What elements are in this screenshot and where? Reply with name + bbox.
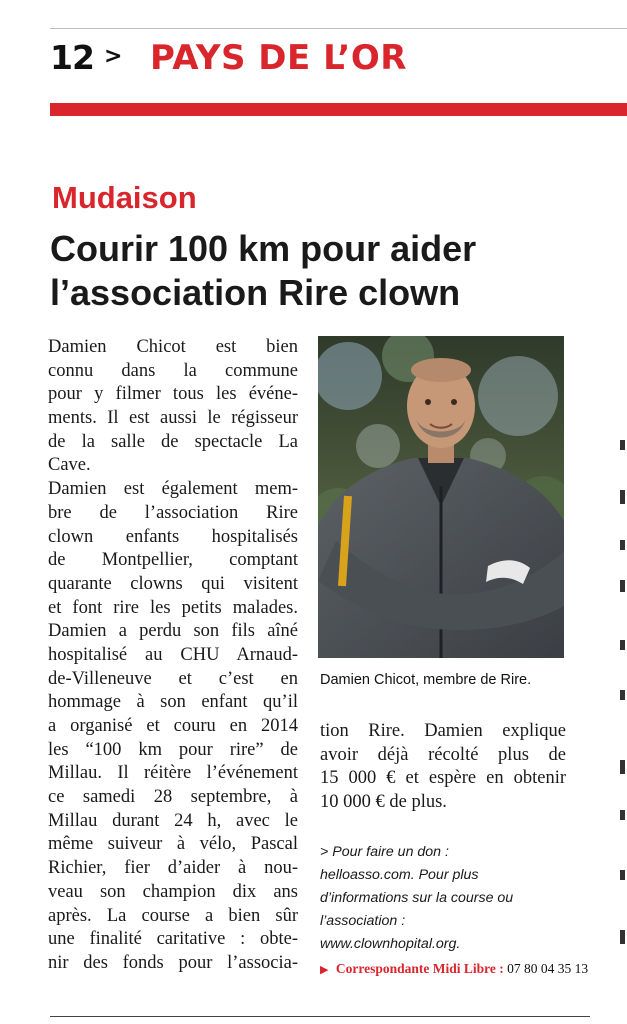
correspondent-credit bbox=[320, 961, 588, 977]
correspondent-label: Correspondante Midi Libre : bbox=[335, 961, 504, 976]
portrait-photo-illustration bbox=[318, 336, 564, 658]
body-line: pour y filmer tous les événe- bbox=[48, 384, 298, 405]
body-line: Cave. bbox=[48, 455, 91, 476]
body-line: de-Villeneuve et c’est en bbox=[48, 668, 298, 689]
section-title: PAYS DE L’OR bbox=[150, 38, 407, 78]
body-line: 15 000 € et espère en obtenir bbox=[320, 768, 566, 789]
body-line: bre de l’association Rire bbox=[48, 502, 298, 523]
body-line: Damien Chicot est bien bbox=[48, 337, 298, 357]
page-chevron: > bbox=[104, 44, 123, 69]
page-number: 12 bbox=[50, 38, 94, 77]
body-line: avoir déjà récolté plus de bbox=[320, 744, 566, 765]
header-top-rule bbox=[50, 28, 627, 29]
article-photo bbox=[318, 336, 564, 658]
body-line: Richier, fier d’aider à nou- bbox=[48, 858, 298, 879]
body-line: veau son champion dix ans bbox=[48, 881, 298, 902]
body-line: et font rire les petits malades. bbox=[48, 597, 298, 618]
body-line: même suiveur à vélo, Pascal bbox=[48, 834, 298, 855]
section-red-band bbox=[50, 103, 627, 116]
body-line: Millau durant 24 h, avec le bbox=[48, 810, 298, 831]
info-line: www.clownhopital.org. bbox=[320, 936, 461, 952]
body-line: les “100 km pour rire” de bbox=[48, 739, 298, 760]
info-line: helloasso.com. Pour plus bbox=[320, 867, 479, 883]
info-line: l’association : bbox=[320, 913, 406, 929]
adjacent-page-edge bbox=[620, 430, 627, 990]
photo-caption: Damien Chicot, membre de Rire. bbox=[320, 672, 532, 688]
body-line: de Montpellier, comptant bbox=[48, 550, 298, 571]
body-line: Millau. Il réitère l’événement bbox=[48, 763, 298, 784]
body-line: une finalité caritative : obte- bbox=[48, 929, 298, 950]
article-column-2 bbox=[320, 720, 566, 815]
body-line: tion Rire. Damien explique bbox=[320, 721, 566, 741]
headline-line-1: Courir 100 km pour aider bbox=[50, 228, 477, 269]
article-kicker: Mudaison bbox=[52, 180, 197, 215]
body-line: hospitalisé au CHU Arnaud- bbox=[48, 644, 298, 665]
body-line: quarante clowns qui visitent bbox=[48, 573, 298, 594]
body-line: Damien a perdu son fils aîné bbox=[48, 621, 298, 642]
body-line: hommage à son enfant qu’il bbox=[48, 692, 298, 713]
bottom-rule bbox=[50, 1016, 590, 1017]
body-line: de la salle de spectacle La bbox=[48, 431, 298, 452]
body-line: connu dans la commune bbox=[48, 360, 298, 381]
body-line: ments. Il est aussi le régisseur bbox=[48, 408, 298, 429]
article-headline bbox=[50, 227, 610, 315]
correspondent-phone: 07 80 04 35 13 bbox=[507, 961, 589, 976]
info-line: > Pour faire un don : bbox=[320, 844, 449, 860]
headline-line-2: l’association Rire clown bbox=[50, 272, 461, 313]
triangle-marker-icon: ▶ bbox=[320, 964, 329, 976]
info-box bbox=[320, 841, 570, 956]
body-line: ce samedi 28 septembre, à bbox=[48, 787, 298, 808]
body-line: nir des fonds pour l’associa- bbox=[48, 952, 298, 973]
body-line: clown enfants hospitalisés bbox=[48, 526, 298, 547]
body-line: après. La course a bien sûr bbox=[48, 905, 298, 926]
article-column-1 bbox=[48, 336, 298, 976]
body-line: Damien est également mem- bbox=[48, 479, 298, 500]
body-line: a organisé et couru en 2014 bbox=[48, 716, 298, 736]
body-line: 10 000 € de plus. bbox=[320, 792, 447, 813]
info-line: d’informations sur la course ou bbox=[320, 890, 514, 906]
